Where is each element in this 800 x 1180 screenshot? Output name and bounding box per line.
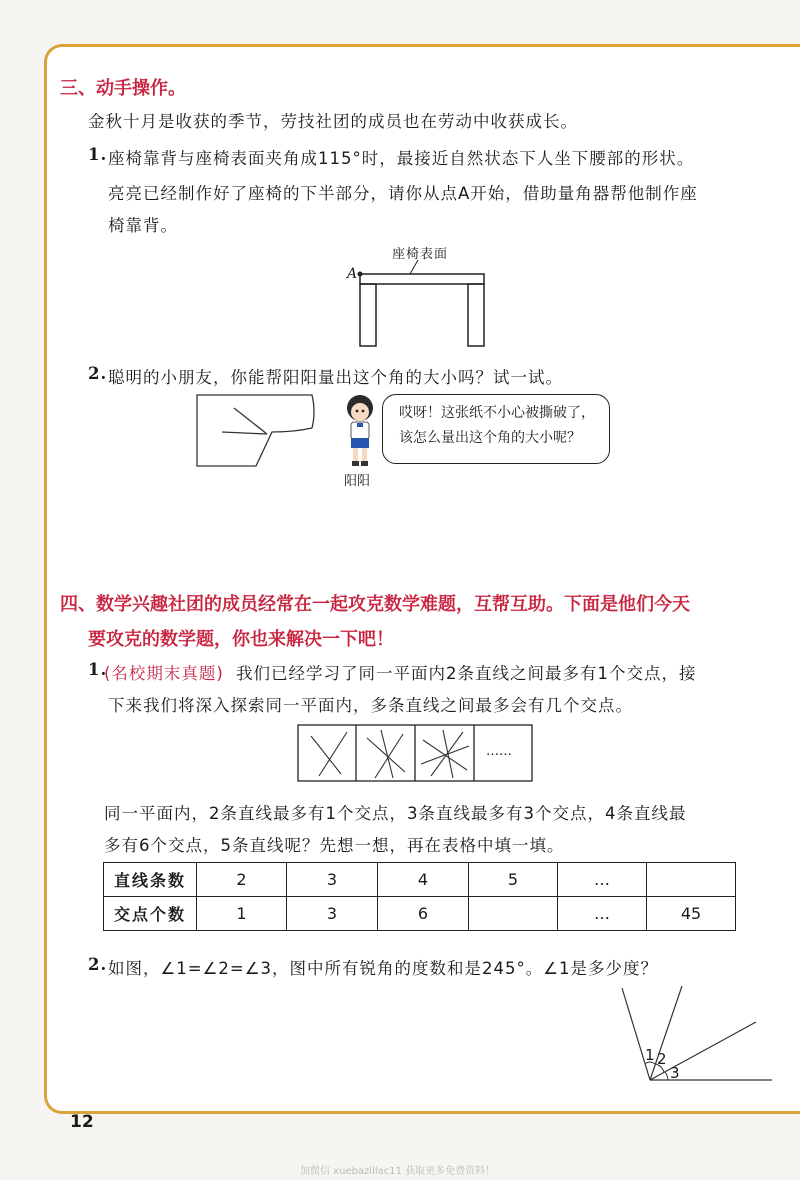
table-cell: 4 xyxy=(378,863,469,897)
angle-ray-2 xyxy=(222,432,267,434)
s4-q1-tag: (名校期末真题) xyxy=(104,664,224,683)
bubble-line1: 哎呀！这张纸不小心被撕破了， xyxy=(399,405,595,421)
chair-right-leg xyxy=(468,284,484,346)
child-name: 阳阳 xyxy=(344,474,371,489)
q1-line1: 座椅靠背与座椅表面夹角成115°时，最接近自然状态下人坐下腰部的形状。 xyxy=(108,149,695,168)
s4-q1-number: 1. xyxy=(88,660,108,679)
angles-figure xyxy=(610,980,780,1086)
chair-seat xyxy=(360,274,484,284)
table-cell: 3 xyxy=(287,863,378,897)
table-row xyxy=(104,897,736,931)
table-cell: 45 xyxy=(647,897,736,931)
two-lines-a xyxy=(311,736,341,774)
s4-q1-line1: 我们已经学习了同一平面内2条直线之间最多有1个交点，接 xyxy=(236,664,697,683)
child-character-icon xyxy=(340,392,380,468)
s4-q2-number: 2. xyxy=(88,955,108,974)
q1-line2: 亮亮已经制作好了座椅的下半部分，请你从点A开始，借助量角器帮他制作座 xyxy=(108,184,698,203)
q2-number: 2. xyxy=(88,364,108,383)
table-cell-answer-input[interactable] xyxy=(469,897,558,931)
section-4-title-line2: 要攻克的数学题，你也来解决一下吧！ xyxy=(88,629,394,650)
three-lines-c xyxy=(381,730,393,778)
page-frame xyxy=(44,44,800,1114)
footer-watermark: 加微信 xuebazillac11 获取更多免费资料！ xyxy=(300,1166,496,1177)
q1-line3: 椅靠背。 xyxy=(108,216,178,235)
table-cell: 2 xyxy=(197,863,287,897)
table-row xyxy=(104,863,736,897)
three-lines-b xyxy=(375,734,403,778)
seat-surface-label: 座椅表面 xyxy=(392,247,449,262)
table-cell: 1 xyxy=(197,897,287,931)
bubble-line2: 该怎么量出这个角的大小呢？ xyxy=(399,430,581,446)
row-header-points: 交点个数 xyxy=(104,897,197,931)
label-pointer xyxy=(410,260,418,274)
q1-number: 1. xyxy=(88,145,108,164)
table-cell: 3 xyxy=(287,897,378,931)
ray-1 xyxy=(622,988,650,1080)
torn-paper-angle xyxy=(194,392,324,472)
page-number: 12 xyxy=(70,1112,94,1132)
table-cell: … xyxy=(558,897,647,931)
table-cell: … xyxy=(558,863,647,897)
s4-q1-line4: 多有6个交点，5条直线呢？先想一想，再在表格中填一填。 xyxy=(104,836,565,855)
speech-bubble xyxy=(382,394,610,464)
s4-q1-line2: 下来我们将深入探索同一平面内，多条直线之间最多会有几个交点。 xyxy=(108,696,633,715)
angle-ray-1 xyxy=(234,408,267,434)
table-cell: 5 xyxy=(469,863,558,897)
row-header-lines: 直线条数 xyxy=(104,863,197,897)
angle-label-1: 1 xyxy=(645,1046,655,1064)
four-lines-d xyxy=(421,746,469,764)
section-4-title-line1: 四、数学兴趣社团的成员经常在一起攻克数学难题，互帮互助。下面是他们今天 xyxy=(60,594,690,615)
point-a-dot xyxy=(358,272,363,277)
angle-label-3: 3 xyxy=(670,1064,680,1082)
table-cell-answer-input[interactable] xyxy=(647,863,736,897)
section-3-intro: 金秋十月是收获的季节，劳技社团的成员也在劳动中收获成长。 xyxy=(88,112,578,131)
angle-label-2: 2 xyxy=(657,1050,667,1068)
s4-q2-text: 如图，∠1=∠2=∠3，图中所有锐角的度数和是245°。∠1是多少度？ xyxy=(108,959,659,978)
point-a-label: A xyxy=(347,266,358,282)
section-3-title: 三、动手操作。 xyxy=(60,78,186,99)
s4-q1-line3: 同一平面内，2条直线最多有1个交点，3条直线最多有3个交点，4条直线最 xyxy=(104,804,687,823)
figure-ellipsis: …… xyxy=(486,744,512,759)
intersection-table xyxy=(103,862,736,931)
arc-3 xyxy=(665,1072,668,1080)
three-lines-a xyxy=(367,738,405,772)
q2-text: 聪明的小朋友，你能帮阳阳量出这个角的大小吗？试一试。 xyxy=(108,368,563,387)
two-lines-b xyxy=(319,732,347,776)
chair-left-leg xyxy=(360,284,376,346)
table-cell: 6 xyxy=(378,897,469,931)
